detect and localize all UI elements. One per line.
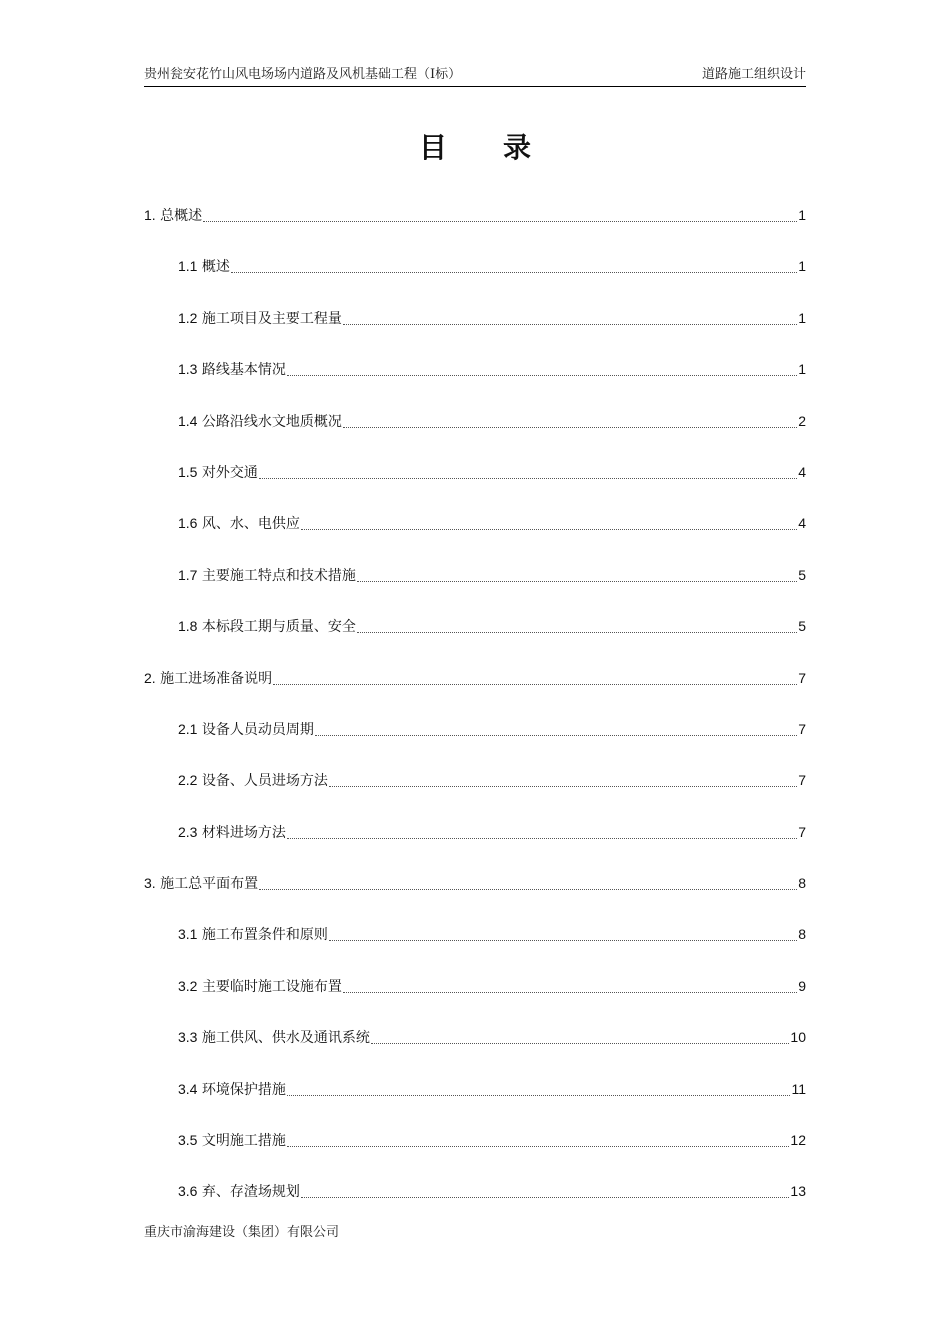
toc-entry-number: 1.7: [178, 566, 198, 583]
toc-entry-number: 1.5: [178, 463, 198, 480]
toc-page-number: 1: [798, 361, 806, 378]
toc-dot-leader: [343, 308, 797, 325]
toc-entry-label: [178, 462, 258, 483]
toc-entry-label: [178, 770, 328, 791]
toc-page-number: 4: [798, 515, 806, 532]
toc-entry-text: 设备、人员进场方法: [201, 773, 328, 790]
toc-entry-text: 对外交通: [201, 464, 258, 481]
toc-entry[interactable]: [144, 924, 806, 975]
toc-dot-leader: [343, 976, 797, 993]
toc-page-number: 1: [798, 309, 806, 326]
toc-entry-number: 3.1: [178, 926, 198, 943]
toc-page-number: 8: [798, 875, 806, 892]
toc-entry-number: 1.4: [178, 412, 198, 429]
toc-entry-text: 概述: [201, 259, 230, 276]
toc-entry-text: 设备人员动员周期: [201, 721, 314, 738]
toc-entry-number: 3.: [144, 875, 156, 892]
toc-entry-number: 1.8: [178, 618, 198, 635]
toc-dot-leader: [343, 411, 797, 428]
toc-page-number: 4: [798, 463, 806, 480]
toc-entry[interactable]: [144, 513, 806, 564]
toc-entry-text: 主要临时施工设施布置: [201, 978, 342, 995]
toc-dot-leader: [329, 770, 797, 787]
toc-entry-number: 2.1: [178, 720, 198, 737]
toc-entry[interactable]: [144, 205, 806, 256]
toc-page-number: 1: [798, 258, 806, 275]
toc-entry-label: [178, 565, 356, 586]
toc-entry[interactable]: [144, 770, 806, 821]
toc-entry-number: 3.6: [178, 1183, 198, 1200]
toc-entry[interactable]: [144, 1027, 806, 1078]
toc-entry[interactable]: [144, 411, 806, 462]
toc-page-number: 7: [798, 669, 806, 686]
toc-dot-leader: [287, 1130, 790, 1147]
toc-page-number: 13: [790, 1183, 806, 1200]
toc-entry-text: 本标段工期与质量、安全: [201, 619, 356, 636]
toc-entry-label: [178, 359, 286, 380]
header-project-title: 贵州瓮安花竹山风电场场内道路及风机基础工程（Ⅰ标）: [144, 67, 462, 82]
toc-page-number: 12: [790, 1132, 806, 1149]
toc-dot-leader: [231, 256, 797, 273]
toc-dot-leader: [371, 1027, 790, 1044]
toc-entry-number: 2.2: [178, 772, 198, 789]
toc-entry-text: 风、水、电供应: [201, 516, 300, 533]
toc-entry[interactable]: [144, 1130, 806, 1181]
toc-entry[interactable]: [144, 873, 806, 924]
toc-dot-leader: [259, 873, 797, 890]
toc-entry-label: [144, 668, 272, 689]
toc-entry-label: [178, 308, 342, 329]
toc-entry-text: 施工进场准备说明: [160, 670, 273, 687]
toc-entry-number: 1.2: [178, 309, 198, 326]
toc-entry-text: 施工布置条件和原则: [201, 927, 328, 944]
toc-entry-number: 2.3: [178, 823, 198, 840]
toc-entry-label: [144, 873, 258, 894]
toc-dot-leader: [315, 719, 797, 736]
toc-entry-label: [178, 1079, 286, 1100]
toc-entry-number: 3.4: [178, 1080, 198, 1097]
toc-entry[interactable]: [144, 1079, 806, 1130]
toc-entry-label: [178, 616, 356, 637]
toc-entry-number: 3.2: [178, 977, 198, 994]
toc-entry-text: 文明施工措施: [201, 1133, 286, 1150]
toc-dot-leader: [287, 359, 797, 376]
header-document-type: 道路施工组织设计: [701, 67, 806, 82]
toc-entry-label: [178, 976, 342, 997]
toc-page-number: 5: [798, 618, 806, 635]
toc-dot-leader: [301, 513, 797, 530]
toc-entry-label: [178, 256, 230, 277]
toc-entry-label: [178, 1130, 286, 1151]
page-footer-company: 重庆市渝海建设（集团）有限公司: [144, 1225, 340, 1240]
toc-entry-text: 总概述: [160, 208, 203, 224]
toc-dot-leader: [273, 668, 797, 685]
toc-entry-label: [144, 205, 202, 226]
toc-dot-leader: [357, 616, 797, 633]
toc-entry-label: [178, 822, 286, 843]
toc-entry[interactable]: [144, 256, 806, 307]
toc-dot-leader: [301, 1181, 790, 1198]
toc-dot-leader: [357, 565, 797, 582]
toc-entry[interactable]: [144, 359, 806, 410]
toc-entry-number: 1.: [144, 207, 156, 223]
toc-dot-leader: [287, 822, 797, 839]
toc-dot-leader: [287, 1079, 791, 1096]
toc-entry-text: 施工供风、供水及通讯系统: [201, 1030, 370, 1047]
toc-dot-leader: [203, 205, 797, 222]
toc-entry-text: 环境保护措施: [201, 1081, 286, 1098]
toc-entry-label: [178, 513, 300, 534]
toc-page-number: 8: [798, 926, 806, 943]
toc-entry-label: [178, 924, 328, 945]
toc-entry-label: [178, 719, 314, 740]
toc-page-number: 7: [798, 823, 806, 840]
toc-entry-number: 1.3: [178, 361, 198, 378]
toc-entry-text: 材料进场方法: [201, 824, 286, 841]
toc-page-number: 5: [798, 566, 806, 583]
toc-dot-leader: [329, 924, 797, 941]
toc-entry[interactable]: [144, 668, 806, 719]
toc-entry-text: 公路沿线水文地质概况: [201, 413, 342, 430]
toc-entry[interactable]: [144, 822, 806, 873]
toc-entry-text: 弃、存渣场规划: [201, 1184, 300, 1201]
toc-entry-number: 1.1: [178, 258, 198, 275]
toc-entry-number: 2.: [144, 669, 156, 686]
toc-entry-text: 施工项目及主要工程量: [201, 310, 342, 327]
toc-entry-label: [178, 411, 342, 432]
toc-entry-text: 施工总平面布置: [160, 876, 259, 893]
toc-entry-label: [178, 1027, 370, 1048]
toc-entry-text: 路线基本情况: [201, 362, 286, 379]
toc-page-number: 9: [798, 977, 806, 994]
toc-entry[interactable]: [144, 976, 806, 1027]
toc-page-number: 1: [798, 207, 806, 223]
toc-entry-number: 3.3: [178, 1029, 198, 1046]
toc-page-number: 2: [798, 412, 806, 429]
table-of-contents: [144, 205, 806, 1233]
toc-page-number: 7: [798, 720, 806, 737]
toc-page-number: 11: [791, 1080, 806, 1097]
toc-entry-number: 1.6: [178, 515, 198, 532]
toc-entry[interactable]: [144, 616, 806, 667]
page-header: [144, 66, 806, 87]
toc-dot-leader: [259, 462, 797, 479]
toc-entry[interactable]: [144, 462, 806, 513]
toc-entry-number: 3.5: [178, 1132, 198, 1149]
page-title: 目录: [418, 131, 587, 164]
toc-entry[interactable]: [144, 719, 806, 770]
toc-entry[interactable]: [144, 308, 806, 359]
toc-page-number: 7: [798, 772, 806, 789]
toc-entry-text: 主要施工特点和技术措施: [201, 567, 356, 584]
toc-entry[interactable]: [144, 565, 806, 616]
toc-page-number: 10: [790, 1029, 806, 1046]
toc-entry-label: [178, 1181, 300, 1202]
